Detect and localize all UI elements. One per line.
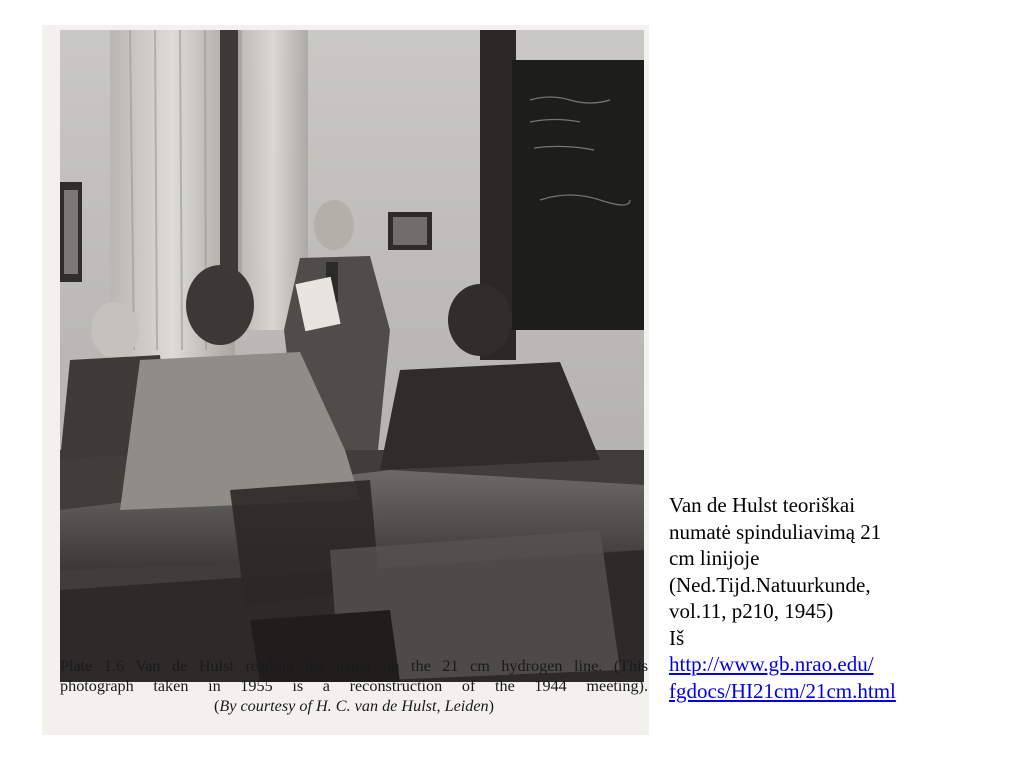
credit-city: Leiden [444, 697, 489, 715]
description-line-5: vol.11, p210, 1945) [669, 599, 834, 623]
source-line-2 [669, 678, 969, 705]
description-line-1: Van de Hulst teoriškai [669, 493, 856, 517]
caption-credit: (By courtesy of H. C. van de Hulst, Leiden) [213, 697, 495, 715]
caption-line-1: Plate 1.6 Van de Hulst reading his paper on the 21 cm hydrogen line. (This [60, 657, 648, 675]
credit-name: By courtesy of H. C. van de Hulst [219, 697, 437, 715]
scanned-plate [42, 25, 649, 735]
description-line-3: cm linijoje [669, 546, 760, 570]
source-line: Iš http://www.gb.nrao.edu/ [669, 625, 874, 676]
photo-illustration [60, 30, 644, 682]
caption-line-2: photograph taken in 1955 is a reconstruction of the 1944 meeting). [60, 677, 648, 695]
description-line-4: (Ned.Tijd.Natuurkunde, [669, 572, 871, 597]
source-link-part-2[interactable]: fgdocs/HI21cm/21cm.html [669, 678, 896, 703]
source-link-part-1[interactable]: http://www.gb.nrao.edu/ [669, 652, 874, 676]
historical-photograph [60, 30, 644, 682]
photo-caption [60, 656, 648, 716]
description-text [669, 492, 969, 704]
description-line-2: numatė spinduliavimą 21 [669, 519, 882, 544]
